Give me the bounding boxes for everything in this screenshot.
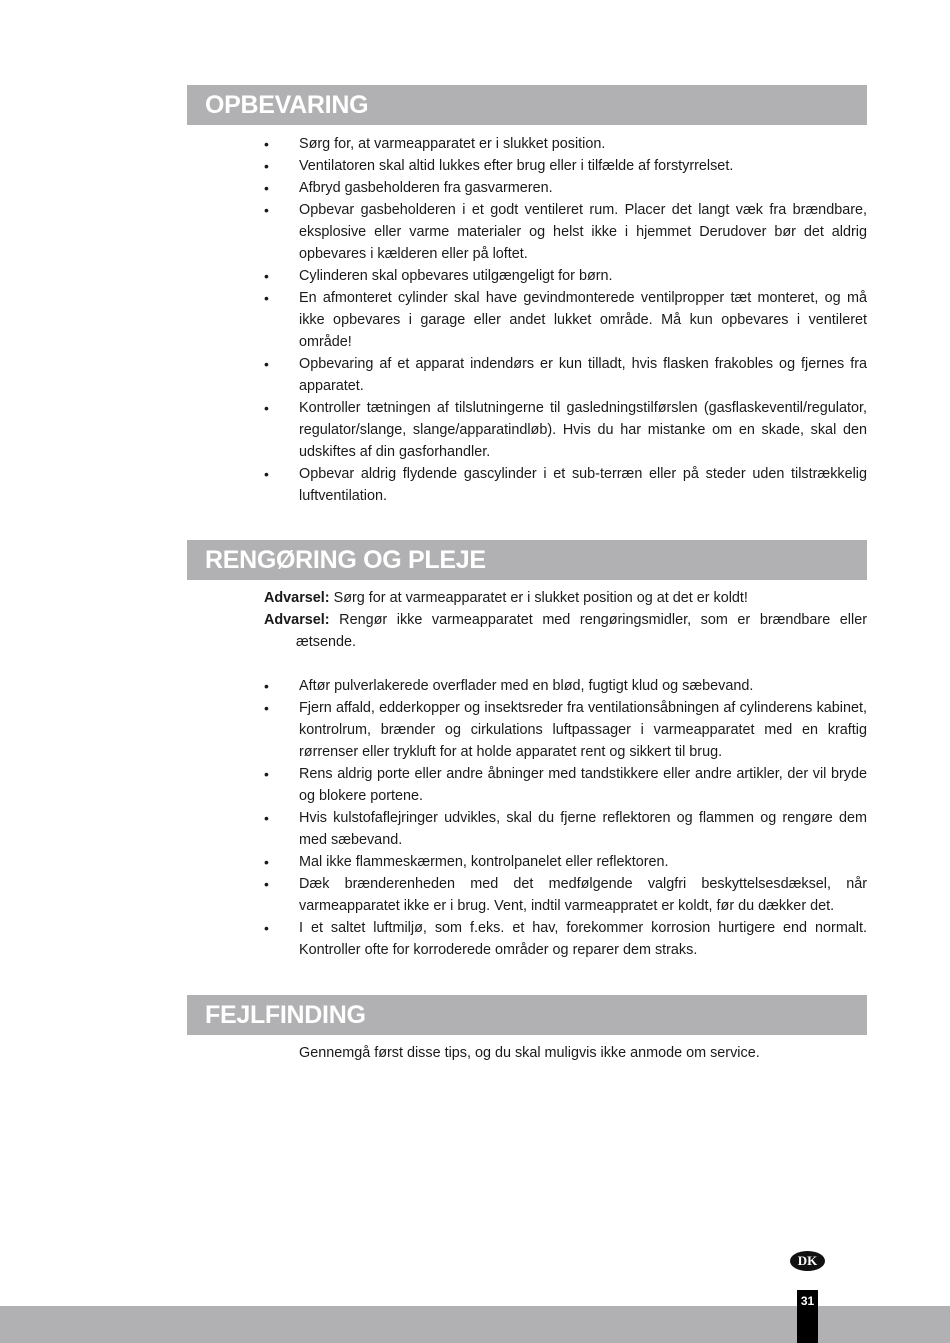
bullet-icon: • [264, 356, 269, 372]
list-item: • Hvis kulstofaflejringer udvikles, skal du fjerne reflektoren og flammen og rengøre dem med sæbevand. [264, 807, 867, 851]
warning-line [264, 609, 867, 653]
bullet-icon: • [264, 180, 269, 196]
bullet-icon: • [264, 202, 269, 218]
bullet-icon: • [264, 290, 269, 306]
cleaning-warnings [264, 587, 867, 653]
list-item: • I et saltet luftmiljø, som f.eks. et hav, forekommer korrosion hurtigere end normalt. Kontroller ofte for korroderede områder og reparer dem straks. [264, 917, 867, 961]
bullet-icon: • [264, 876, 269, 892]
list-item: • Dæk brænderenheden med det medfølgende valgfri beskyttelsesdæksel, når varmeapparatet ikke er i brug. Vent, indtil varmeappratet er koldt, før du dækker det. [264, 873, 867, 917]
cleaning-list [264, 675, 867, 961]
page-number: 31 [797, 1290, 818, 1343]
section-header-storage [187, 85, 867, 125]
list-item: • Cylinderen skal opbevares utilgængeligt for børn. [264, 265, 867, 287]
list-item: • Opbevar aldrig flydende gascylinder i et sub-terræn eller på steder uden tilstrækkelig luftventilation. [264, 463, 867, 507]
list-item: • Fjern affald, edderkopper og insektsreder fra ventilationsåbningen af cylinderens kabinet, kontrolrum, brænder og cirkulations luftpassager i varmeapparatet med en kraftig rørrenser eller trykluft for at holde apparatet rent og sikkert til brug. [264, 697, 867, 763]
section-header-troubleshooting [187, 995, 867, 1035]
list-item: • Ventilatoren skal altid lukkes efter brug eller i tilfælde af forstyrrelset. [264, 155, 867, 177]
list-item: • Sørg for, at varmeapparatet er i slukket position. [264, 133, 867, 155]
language-badge: DK [790, 1251, 825, 1271]
warning-line [264, 587, 867, 609]
section-title-troubleshooting: FEJLFINDING [205, 1001, 366, 1029]
bullet-icon: • [264, 854, 269, 870]
warning-label: Advarsel: [264, 590, 330, 606]
bullet-icon: • [264, 268, 269, 284]
list-item: • Rens aldrig porte eller andre åbninger med tandstikkere eller andre artikler, der vil bryde og blokere portene. [264, 763, 867, 807]
bullet-icon: • [264, 466, 269, 482]
list-item: • Mal ikke flammeskærmen, kontrolpanelet eller reflektoren. [264, 851, 867, 873]
troubleshooting-intro: Gennemgå først disse tips, og du skal muligvis ikke anmode om service. [299, 1045, 760, 1061]
bullet-icon: • [264, 678, 269, 694]
list-item: • Opbevar gasbeholderen i et godt ventileret rum. Placer det langt væk fra brændbare, eksplosive eller varme materialer og helst ikke i hjemmet Derudover bør det aldrig opbevares i kælderen eller på loftet. [264, 199, 867, 265]
bullet-icon: • [264, 158, 269, 174]
bullet-icon: • [264, 136, 269, 152]
bullet-icon: • [264, 400, 269, 416]
list-item: • Kontroller tætningen af tilslutningerne til gasledningstilførslen (gasflaskeventil/regulator, regulator/slange, slange/apparatindløb). Hvis du har mistanke om en skade, skal den udskiftes af din gasforhandler. [264, 397, 867, 463]
section-title-cleaning: RENGØRING OG PLEJE [205, 546, 486, 574]
storage-list [264, 133, 867, 507]
section-title-storage: OPBEVARING [205, 91, 369, 119]
warning-text: Rengør ikke varmeapparatet med rengøringsmidler, som er brændbare eller ætsende. [296, 612, 867, 650]
list-item: • Afbryd gasbeholderen fra gasvarmeren. [264, 177, 867, 199]
bullet-icon: • [264, 920, 269, 936]
bullet-icon: • [264, 810, 269, 826]
warning-text: Sørg for at varmeapparatet er i slukket position og at det er koldt! [329, 590, 748, 606]
list-item: • Opbevaring af et apparat indendørs er kun tilladt, hvis flasken frakobles og fjernes fra apparatet. [264, 353, 867, 397]
list-item: • En afmonteret cylinder skal have gevindmonterede ventilpropper tæt monteret, og må ikke opbevares i garage eller andet lukket område. Må kun opbevares i ventileret område! [264, 287, 867, 353]
bullet-icon: • [264, 766, 269, 782]
section-header-cleaning [187, 540, 867, 580]
list-item: • Aftør pulverlakerede overflader med en blød, fugtigt klud og sæbevand. [264, 675, 867, 697]
bullet-icon: • [264, 700, 269, 716]
warning-label: Advarsel: [264, 612, 330, 628]
